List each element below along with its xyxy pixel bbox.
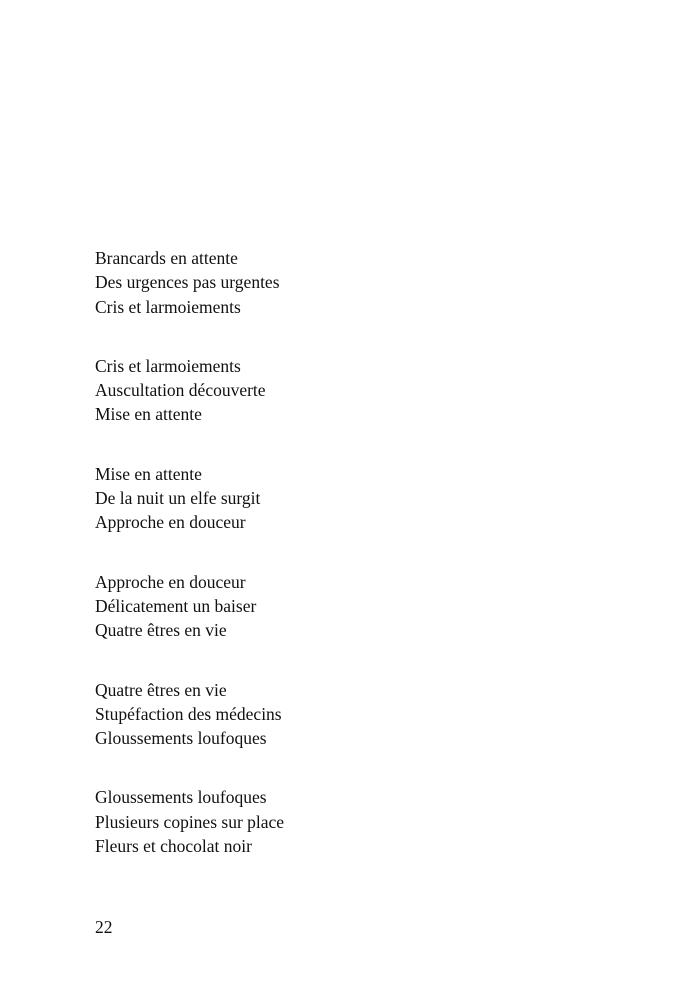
poem-line: Auscultation découverte — [95, 380, 266, 401]
stanza-2 — [95, 354, 615, 427]
poem-line: Stupéfaction des médecins — [95, 703, 282, 724]
poem-line: Délicatement un baiser — [95, 595, 257, 616]
poem-line: Mise en attente — [95, 463, 202, 484]
poem-line: Mise en attente — [95, 404, 202, 425]
stanza-1 — [95, 246, 615, 319]
page-number: 22 — [95, 917, 113, 937]
poem-line: Approche en douceur — [95, 512, 246, 533]
poem-line: Gloussements loufoques — [95, 787, 267, 808]
poem — [95, 246, 615, 893]
stanza-5 — [95, 678, 615, 751]
poem-line: Des urgences pas urgentes — [95, 272, 280, 293]
poem-line: Approche en douceur — [95, 571, 246, 592]
poem-line: Brancards en attente — [95, 248, 238, 268]
stanza-6 — [95, 785, 615, 858]
poem-line: Cris et larmoiements — [95, 296, 241, 317]
poem-line: Plusieurs copines sur place — [95, 811, 285, 832]
poem-line: De la nuit un elfe surgit — [95, 488, 261, 509]
poem-line: Gloussements loufoques — [95, 728, 267, 749]
stanza-3 — [95, 462, 615, 535]
poem-line: Quatre êtres en vie — [95, 679, 227, 700]
poem-line: Quatre êtres en vie — [95, 620, 227, 641]
poem-line: Fleurs et chocolat noir — [95, 836, 252, 857]
poem-line: Cris et larmoiements — [95, 355, 241, 376]
stanza-4 — [95, 570, 615, 643]
